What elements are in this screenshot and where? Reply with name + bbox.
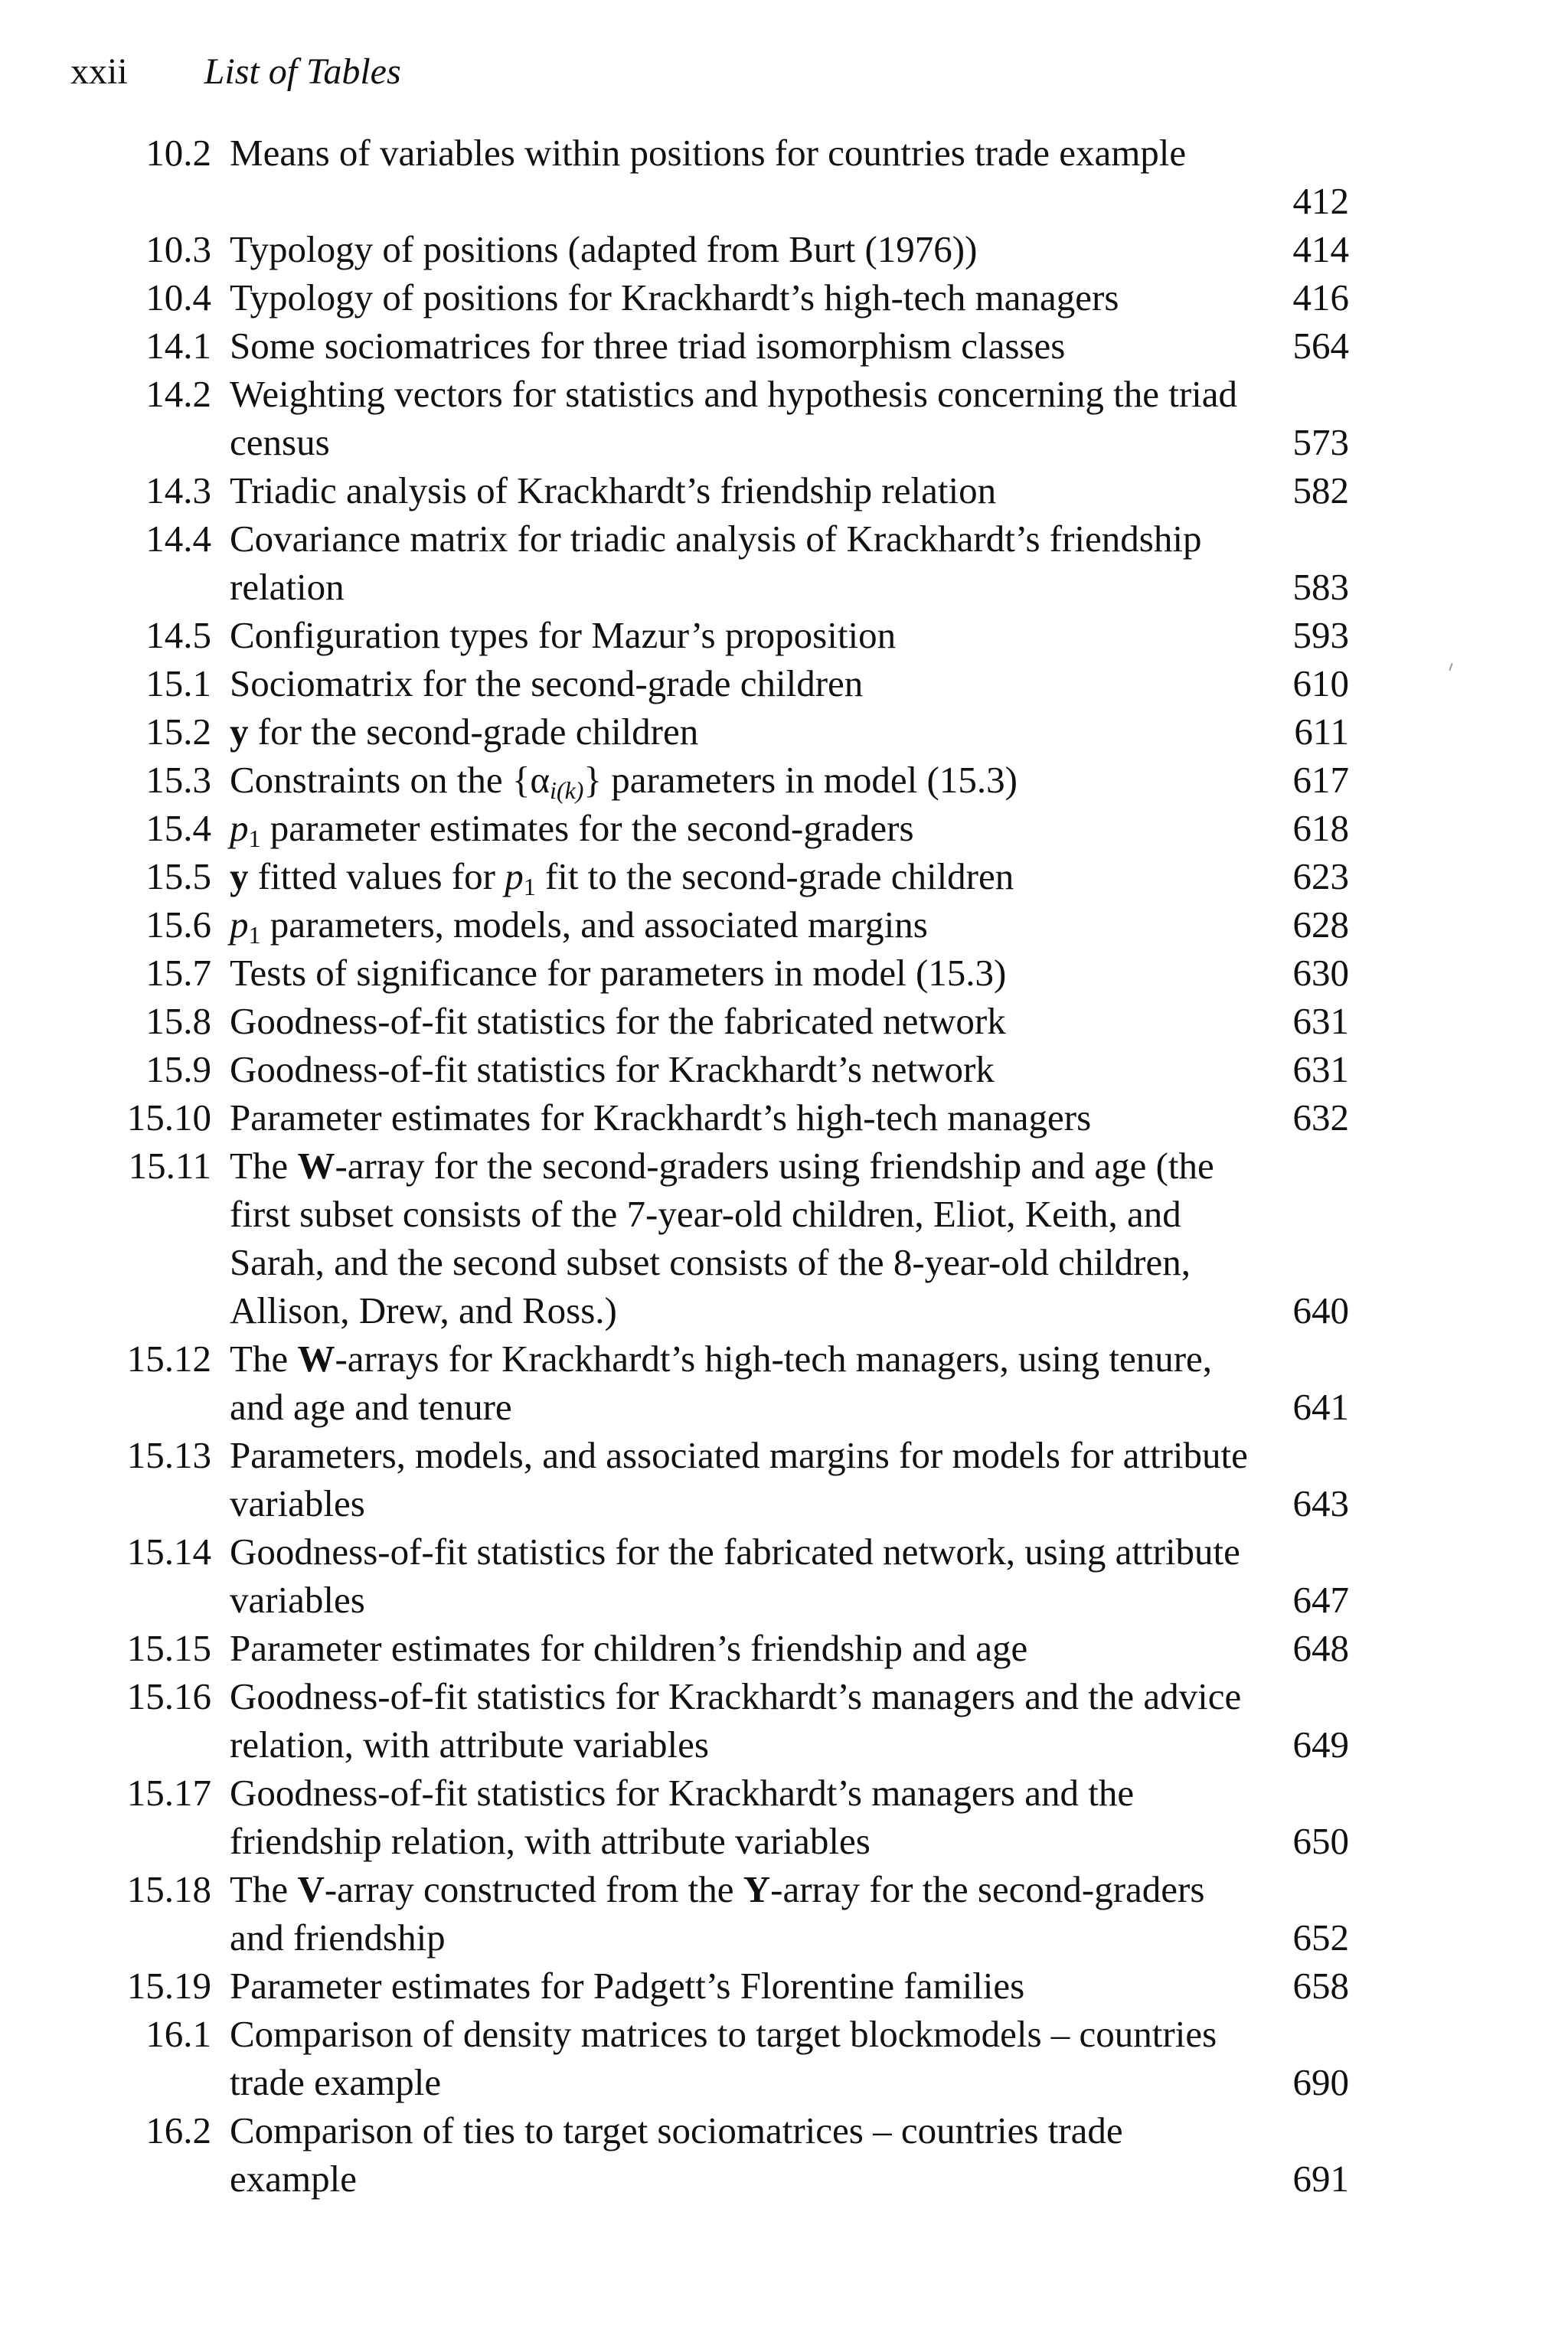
page-number: 617 <box>1292 759 1349 801</box>
vector-symbol: y <box>230 711 249 753</box>
page-number: 593 <box>1292 614 1349 656</box>
table-number: 15.17 <box>126 1772 211 1814</box>
title-text: The <box>230 1145 289 1187</box>
table-number: 15.14 <box>126 1531 211 1573</box>
page-number: 648 <box>1292 1627 1349 1669</box>
list-item <box>0 756 1568 804</box>
page-number: 691 <box>1292 2158 1349 2200</box>
title-text: parameters in model (15.3) <box>611 759 1018 801</box>
title-text: -array constructed from the <box>324 1868 734 1910</box>
title-text: fit to the second-grade children <box>544 855 1014 897</box>
table-number: 15.1 <box>145 662 211 704</box>
list-item <box>0 707 1568 756</box>
list-item <box>0 1962 1568 2010</box>
table-number: 15.10 <box>126 1096 211 1139</box>
page-number: 583 <box>1292 566 1349 608</box>
title-text: The <box>230 1868 289 1910</box>
table-title: $p_1$ parameters, models, and associated margins <box>230 903 928 949</box>
page-folio: xxii <box>70 51 128 92</box>
table-list <box>0 129 1568 2203</box>
title-text: The <box>230 1338 289 1380</box>
page-number: 631 <box>1292 1048 1349 1090</box>
list-item <box>0 997 1568 1045</box>
title-text: for the second-grade children <box>257 711 699 753</box>
table-title: Comparison of ties to target sociomatrices – countries trade example <box>230 2109 1123 2200</box>
table-title: Comparison of density matrices to target blockmodels – countries trade example <box>230 2013 1217 2103</box>
math-symbol: p <box>505 855 524 897</box>
page-number: 416 <box>1292 276 1349 319</box>
page-number: 414 <box>1292 228 1349 270</box>
table-number: 15.3 <box>145 759 211 801</box>
list-item <box>0 1335 1568 1431</box>
list-item <box>0 1624 1568 1672</box>
list-item <box>0 852 1568 900</box>
page-number: 632 <box>1292 1096 1349 1139</box>
table-number: 10.4 <box>145 276 211 319</box>
table-title: Triadic analysis of Krackhardt’s friendship relation <box>230 469 997 511</box>
page-number: 652 <box>1292 1916 1349 1959</box>
table-title: Goodness-of-fit statistics for Krackhardt’s managers and the friendship relation, with attribute variables <box>230 1772 1135 1862</box>
running-title: List of Tables <box>204 51 401 92</box>
page-number: 611 <box>1294 711 1349 753</box>
table-title: Configuration types for Mazur’s proposition <box>230 614 897 656</box>
table-number: 14.5 <box>145 614 211 656</box>
list-item <box>0 1431 1568 1527</box>
page-number: 658 <box>1292 1965 1349 2007</box>
table-number: 15.9 <box>145 1048 211 1090</box>
page-number: 649 <box>1292 1723 1349 1766</box>
running-header <box>70 47 401 96</box>
page-number: 623 <box>1292 855 1349 897</box>
table-title: Parameter estimates for Krackhardt’s high-tech managers <box>230 1096 1092 1139</box>
title-text: Constraints on the <box>230 759 503 801</box>
table-title: Typology of positions (adapted from Burt (1976)) <box>230 228 978 270</box>
list-item <box>0 322 1568 370</box>
list-item <box>0 466 1568 515</box>
list-item <box>0 273 1568 322</box>
table-title: Covariance matrix for triadic analysis of Krackhardt’s friendship relation <box>230 518 1202 608</box>
page-number: 412 <box>1292 180 1349 222</box>
table-number: 15.5 <box>145 855 211 897</box>
page-number: 640 <box>1292 1289 1349 1331</box>
table-title: Parameters, models, and associated margins for models for attribute variables <box>230 1434 1248 1524</box>
array-symbol: W <box>297 1338 335 1380</box>
page-number: 641 <box>1292 1386 1349 1428</box>
list-item <box>0 370 1568 466</box>
table-title: Sociomatrix for the second-grade children <box>230 662 864 704</box>
list-item <box>0 1527 1568 1624</box>
vector-symbol: y <box>230 855 249 897</box>
list-item <box>0 1672 1568 1769</box>
page-number: 573 <box>1292 421 1349 463</box>
table-number: 16.1 <box>145 2013 211 2055</box>
table-number: 15.12 <box>126 1338 211 1380</box>
table-title: Means of variables within positions for countries trade example <box>230 132 1187 174</box>
title-text: fitted values for <box>257 855 495 897</box>
table-title <box>230 707 1248 756</box>
list-item <box>0 900 1568 949</box>
table-number: 15.19 <box>126 1965 211 2007</box>
list-item <box>0 515 1568 611</box>
table-number: 10.2 <box>145 132 211 174</box>
array-symbol: V <box>297 1868 325 1910</box>
table-number: 15.6 <box>145 903 211 946</box>
page-number: 610 <box>1292 662 1349 704</box>
list-item <box>0 949 1568 997</box>
page-number: 647 <box>1292 1579 1349 1621</box>
table-title: y fitted values for $p_1$ fit to the second-grade children <box>230 855 1014 900</box>
table-title: Some sociomatrices for three triad isomorphism classes <box>230 325 1066 367</box>
table-number: 15.13 <box>126 1434 211 1476</box>
table-number: 10.3 <box>145 228 211 270</box>
table-number: 15.16 <box>126 1675 211 1717</box>
math-symbol: p <box>230 807 249 849</box>
title-text: -arrays for Krackhardt’s high-tech managers, using tenure, and age and tenure <box>230 1338 1213 1428</box>
page-number: 650 <box>1292 1820 1349 1862</box>
list-item <box>0 1769 1568 1865</box>
array-symbol: Y <box>743 1868 771 1910</box>
table-title: Typology of positions for Krackhardt’s high-tech managers <box>230 276 1119 319</box>
list-item <box>0 1865 1568 1962</box>
math-symbol: $\{\alpha_{i(k)}\}$ <box>511 759 602 804</box>
math-symbol: p <box>230 903 249 946</box>
table-number: 14.1 <box>145 325 211 367</box>
list-item <box>0 804 1568 852</box>
title-text: -array for the second-graders using friendship and age (the first subset consists of the 7-year-old children, Eliot, Keith, and Sarah, and the second subset consists of the 8-year-old children, Allison, Drew, and Ross.) <box>230 1145 1214 1331</box>
array-symbol: W <box>297 1145 335 1187</box>
list-item <box>0 1093 1568 1142</box>
table-number: 15.8 <box>145 1000 211 1042</box>
table-title: Goodness-of-fit statistics for Krackhardt’s managers and the advice relation, with attribute variables <box>230 1675 1242 1766</box>
table-title <box>230 1142 1248 1335</box>
table-number: 15.4 <box>145 807 211 849</box>
table-title: Parameter estimates for Padgett’s Florentine families <box>230 1965 1025 2007</box>
title-text: parameters, models, and associated margins <box>270 903 928 946</box>
page-number: 643 <box>1292 1482 1349 1524</box>
list-item <box>0 2106 1568 2203</box>
page-number: 564 <box>1292 325 1349 367</box>
table-title: Goodness-of-fit statistics for the fabricated network, using attribute variables <box>230 1531 1240 1621</box>
table-title: Tests of significance for parameters in model (15.3) <box>230 952 1007 994</box>
list-item <box>0 1045 1568 1093</box>
table-title: $p_1$ parameter estimates for the second-graders <box>230 807 914 852</box>
table-title: Weighting vectors for statistics and hypothesis concerning the triad census <box>230 373 1238 463</box>
table-number: 15.15 <box>126 1627 211 1669</box>
table-number: 16.2 <box>145 2109 211 2151</box>
list-item <box>0 129 1568 225</box>
table-number: 15.18 <box>126 1868 211 1910</box>
table-number: 14.3 <box>145 469 211 511</box>
page-number: 618 <box>1292 807 1349 849</box>
page-number: 630 <box>1292 952 1349 994</box>
table-title: Goodness-of-fit statistics for the fabricated network <box>230 1000 1006 1042</box>
title-text: parameter estimates for the second-graders <box>270 807 914 849</box>
page-number: 631 <box>1292 1000 1349 1042</box>
list-item <box>0 1142 1568 1335</box>
list-item <box>0 659 1568 707</box>
table-number: 15.7 <box>145 952 211 994</box>
list-item <box>0 2010 1568 2106</box>
table-number: 14.4 <box>145 518 211 560</box>
title-text: -array for the second-graders and friendship <box>230 1868 1205 1959</box>
page-number: 582 <box>1292 469 1349 511</box>
table-title: Parameter estimates for children’s friendship and age <box>230 1627 1028 1669</box>
list-item <box>0 225 1568 273</box>
page-number: 690 <box>1292 2061 1349 2103</box>
page-number: 628 <box>1292 903 1349 946</box>
table-title <box>230 1865 1248 1962</box>
table-number: 14.2 <box>145 373 211 415</box>
table-title: Goodness-of-fit statistics for Krackhardt’s network <box>230 1048 995 1090</box>
list-item <box>0 611 1568 659</box>
table-number: 15.2 <box>145 711 211 753</box>
table-number: 15.11 <box>128 1145 211 1187</box>
table-title <box>230 1335 1248 1431</box>
